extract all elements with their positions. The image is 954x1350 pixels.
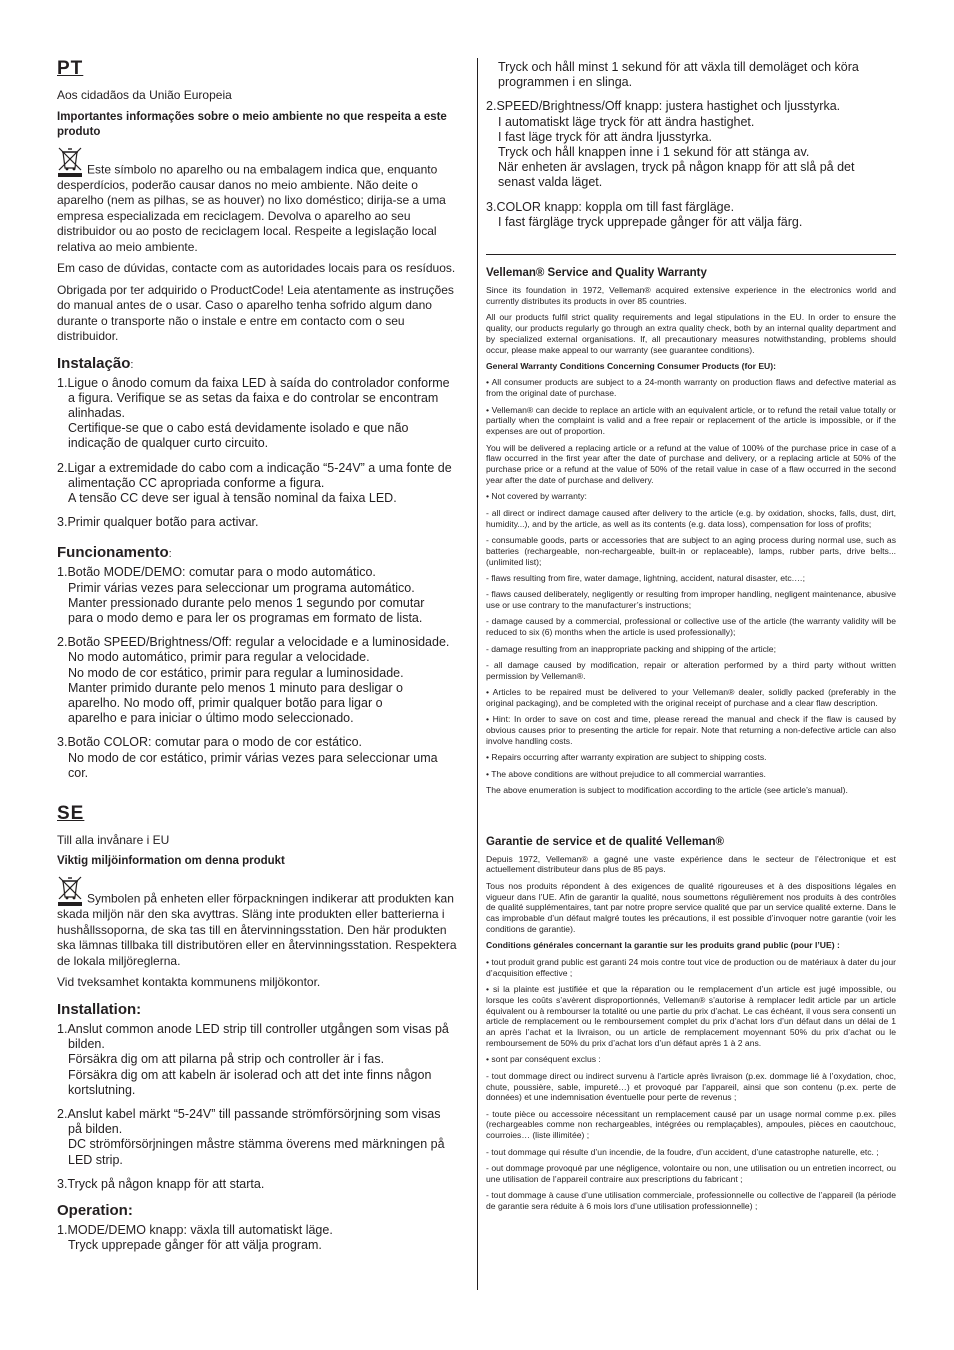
se-contact: Vid tveksamhet kontakta kommunens miljökontor.	[57, 975, 321, 990]
warranty-paragraph: • si la plainte est justifiée et que la réparation ou le remplacement d’un article est jugé impossible, ou lorsque les coûts s’avèrent disproportionnés, Velleman® s’autorise à remplacer ledit article par un article équivalent ou à rembourser la totalité ou une partie du prix d’achat. Le cas échéant, il vous sera consenti un article de remplacement ou le remboursement complet du prix d’achat lors d’un défaut dans un délai de 1 an après l’achat et la livraison, ou un article de remplacement moyennant 50% du prix d’achat ou le remboursement de 50% du prix d’achat lors d’un défaut après 1 à 2 ans.	[486, 983, 896, 1048]
step-item	[57, 1223, 465, 1253]
step-item	[486, 60, 896, 90]
se-weee-text: Symbolen på enheten eller förpackningen indikerar att produkten kan skada miljön när den ska avyttras. Släng inte produkten eller batterierna i hushållssoporna, de ska tas till en återvinningsstation. Den här produkten ska lämnas tillbaka till distributören eller en återvinningsstation. Respektera de lokala miljöreglerna.	[57, 891, 457, 968]
warranty-paragraph: • Repairs occurring after warranty expiration are subject to shipping costs.	[486, 752, 767, 763]
pt-install-heading: Instalação:	[57, 354, 134, 372]
step-item	[57, 376, 465, 452]
pt-weee-paragraph	[57, 146, 465, 256]
step-number: 3.	[57, 515, 68, 530]
step-line: Primir várias vezes para seleccionar um programa automático.	[68, 580, 415, 595]
warranty-paragraph: - tout dommage à cause d’une utilisation commerciale, professionnelle ou collective de l’appareil (la période de garantie sera réduite à 6 mois lors d’une utilisation professionnelle) ;	[486, 1190, 896, 1212]
step-item	[57, 1107, 465, 1168]
step-line: indicação de qualquer curto circuito.	[68, 436, 269, 451]
step-line: Ligar a extremidade do cabo com a indicação “5-24V” a uma fonte de	[67, 460, 452, 475]
step-line: Försäkra dig om att pilarna på strip och controller är i fas.	[68, 1052, 385, 1067]
step-line: Anslut kabel märkt “5-24V” till passande strömförsörjning som visas	[67, 1106, 441, 1121]
step-line: Tryck upprepade gånger för att välja program.	[68, 1238, 322, 1253]
warranty-fr-title: Garantie de service et de qualité Velleman®	[486, 835, 724, 848]
step-line: på bilden.	[68, 1122, 123, 1137]
step-line: a figura. Verifique se as setas da faixa e do controlar se encontram	[68, 390, 439, 405]
se-operation-steps	[57, 1223, 465, 1253]
se-operation-heading: Operation:	[57, 1202, 133, 1219]
warranty-paragraph: - tout dommage direct ou indirect survenu à l’article après livraison (p.ex. dommage lié à l’oxydation, choc, chute, poussière, sable, impureté…) et provoqué par l’appareil, ainsi que son contenu (p.ex. perte de données) et une indemnisation éventuelle pour perte de revenus ;	[486, 1070, 896, 1103]
warranty-paragraph: - consumable goods, parts or accessories that are subject to an aging process during normal use, such as batteries (rechargeable, non-rechargeable, built-in or replaceable), lamps, rubber parts, drive belts... (unlimited list);	[486, 534, 896, 567]
step-line: Tryck och håll knappen inne i 1 sekund för att stänga av.	[498, 145, 810, 160]
step-line: cor.	[68, 765, 89, 780]
warranty-paragraph: - flaws resulting from fire, water damage, lightning, accident, natural disaster, etc.…;	[486, 572, 806, 583]
warranty-paragraph: • Articles to be repaired must be delivered to your Velleman® dealer, solidly packed (preferably in the original packaging), and be completed with the original receipt of purchase and a clear flaw description.	[486, 687, 896, 709]
warranty-en-body	[486, 285, 896, 796]
step-number: 2.	[57, 460, 68, 475]
warranty-paragraph: • Not covered by warranty:	[486, 491, 587, 502]
step-line: aparelho. No modo off, primir qualquer botão para ligar o	[68, 695, 383, 710]
step-item	[57, 1177, 465, 1192]
step-line: Botão COLOR: comutar para o modo de cor estático.	[67, 735, 363, 750]
step-line: A tensão CC deve ser igual à tensão nominal da faixa LED.	[68, 490, 397, 505]
section-divider	[486, 254, 896, 255]
step-item	[57, 515, 465, 530]
warranty-paragraph: All our products fulfil strict quality requirements and legal stipulations in the EU. In order to ensure the quality, our products regularly go through an extra quality check, both by an internal quality department and by specialized external organisations. If, all precautionary measures notwithstanding, problems should occur, please make appeal to our warranty (see guarantee conditions).	[486, 312, 896, 355]
se-operation-continued	[486, 60, 896, 230]
se-install-steps	[57, 1022, 465, 1192]
step-line: Ligue o ânodo comum da faixa LED à saída do controlador conforme	[67, 375, 450, 390]
warranty-paragraph: - all damage caused by modification, repair or alteration performed by a third party without written permission by Velleman®.	[486, 660, 896, 681]
pt-citizens: Aos cidadãos da União Europeia	[57, 88, 232, 102]
warranty-paragraph: General Warranty Conditions Concerning Consumer Products (for EU):	[486, 361, 776, 371]
warranty-paragraph: - flaws caused deliberately, negligently or resulting from improper handling, negligent maintenance, abusive use or use contrary to the manufacturer’s instructions;	[486, 589, 896, 611]
step-line: Certifique-se que o cabo está devidamente isolado e que não	[68, 421, 409, 436]
warranty-paragraph: • All consumer products are subject to a 24-month warranty on production flaws and defective material as from the original date of purchase.	[486, 377, 896, 399]
warranty-paragraph: - damage caused by a commercial, professional or collective use of the article (the warranty validity will be reduced to six (6) months when the article is used professionally);	[486, 616, 896, 638]
step-line: Botão SPEED/Brightness/Off: regular a velocidade e a luminosidade.	[67, 635, 450, 650]
step-line: aparelho e para iniciar o último modo seleccionado.	[68, 711, 354, 726]
step-line: Tryck och håll minst 1 sekund för att växla till demoläget och köra	[498, 60, 859, 74]
step-item	[57, 461, 465, 507]
step-number: 3.	[57, 1176, 68, 1191]
step-line: Tryck på någon knapp för att starta.	[67, 1176, 265, 1191]
step-number: 3.	[486, 199, 497, 214]
pt-install-steps	[57, 376, 465, 531]
step-line: I fast färgläge tryck upprepade gånger för att välja färg.	[498, 214, 803, 229]
step-item	[57, 565, 465, 626]
pt-func-heading: Funcionamento:	[57, 544, 172, 562]
warranty-paragraph: • Velleman® can decide to replace an article with an equivalent article, or to refund the retail value totally or partially when the complaint is valid and a free repair or replacement of the article is impossible, or if the expenses are out of proportion.	[486, 404, 896, 437]
step-item	[57, 635, 465, 726]
step-line: När enheten är avslagen, tryck på någon knapp för att slå på det	[498, 160, 855, 175]
step-line: I fast läge tryck för att ändra ljusstyrka.	[498, 129, 712, 144]
step-number: 1.	[57, 565, 68, 580]
pt-weee-text: Este símbolo no aparelho ou na embalagem indica que, enquanto desperdícios, poderão causar danos no meio ambiente. Não deite o aparelho (nem as pilhas, se as houver) no lixo doméstico; dirija-se a uma empresa especializada em reciclagem. Devolva o aparelho ao seu distribuidor ou ao posto de reciclagem local. Respeite a legislação local relativa ao meio ambiente.	[57, 162, 446, 254]
warranty-paragraph: Since its foundation in 1972, Velleman® acquired extensive experience in the electronics world and currently distributes its products in over 85 countries.	[486, 285, 896, 306]
warranty-paragraph: - tout dommage qui résulte d’un incendie, de la foudre, d’un accident, d’une catastrophe naturelle, etc. ;	[486, 1146, 879, 1157]
step-line: alimentação CC apropriada conforme a figura.	[68, 475, 325, 490]
warranty-paragraph: - toute pièce ou accessoire nécessitant un remplacement causé par un usage normal comme p.ex. piles (rechargeables comme non rechargeables, intégrées ou remplaçables), ampoules, pièces en caoutchouc, courroies… (liste illimitée) ;	[486, 1108, 896, 1141]
section-se-heading: SE	[57, 802, 85, 824]
step-number: 3.	[57, 735, 68, 750]
warranty-paragraph: • tout produit grand public est garanti 24 mois contre tout vice de production ou de matériaux à dater du jour d’acquisition effective ;	[486, 956, 896, 978]
step-number: 1.	[57, 1223, 68, 1237]
warranty-paragraph: Conditions générales concernant la garantie sur les produits grand public (pour l’UE) :	[486, 940, 840, 951]
step-line: Försäkra dig om att kabeln är isolerad och att det inte finns någon	[68, 1067, 432, 1082]
step-item	[57, 735, 465, 781]
step-line: I automatiskt läge tryck för att ändra hastighet.	[498, 114, 755, 129]
step-line: alinhadas.	[68, 405, 125, 420]
left-column	[57, 58, 465, 1262]
step-number: 1.	[57, 1021, 68, 1036]
step-number: 2.	[486, 99, 497, 114]
step-line: para o modo demo e para ler os programas em formato de lista.	[68, 610, 423, 625]
pt-func-steps	[57, 565, 465, 781]
step-item	[486, 200, 896, 230]
step-line: SPEED/Brightness/Off knapp: justera hastighet och ljusstyrka.	[496, 99, 841, 114]
pt-important: Importantes informações sobre o meio ambiente no que respeita a este produto	[57, 110, 447, 138]
pt-doubts: Em caso de dúvidas, contacte com as autoridades locais para os resíduos.	[57, 261, 456, 275]
step-number: 2.	[57, 1106, 68, 1121]
step-line: No modo de cor estático, primir várias vezes para seleccionar uma	[68, 750, 438, 765]
warranty-paragraph: Depuis 1972, Velleman® a gagné une vaste expérience dans le secteur de l’électronique et est actuellement distributeur dans plus de 85 pays.	[486, 853, 896, 875]
step-line: Botão MODE/DEMO: comutar para o modo automático.	[67, 565, 376, 580]
step-item	[486, 99, 896, 190]
se-important: Viktig miljöinformation om denna produkt	[57, 855, 285, 868]
step-number: 2.	[57, 635, 68, 650]
step-line: DC strömförsörjningen måstre stämma överens med märkningen på	[68, 1137, 445, 1152]
step-line: LED strip.	[68, 1152, 123, 1167]
warranty-paragraph: • The above conditions are without prejudice to all commercial warranties.	[486, 768, 766, 779]
step-line: bilden.	[68, 1037, 105, 1052]
warranty-paragraph: The above enumeration is subject to modification according to the article (see article’s manual).	[486, 785, 848, 796]
step-line: senast valda läget.	[498, 175, 603, 190]
step-line: Anslut common anode LED strip till controller utgången som visas på	[67, 1021, 449, 1036]
right-column	[486, 60, 896, 1217]
step-line: COLOR knapp: koppla om till fast färgläge.	[496, 199, 735, 214]
step-number: 1.	[57, 375, 68, 390]
warranty-paragraph: Tous nos produits répondent à des exigences de qualité rigoureuses et à des dispositions légales en vigueur dans l’UE. Afin de garantir la qualité, nous soumettons régulièrement nos produits à des contrôles de qualité supplémentaires, tant par notre propre service qualité que par un service qualité externe. Dans le cas improbable d’un défaut malgré toutes les précautions, il est possible d’invoquer notre garantie (voir les conditions de garantie).	[486, 880, 896, 934]
step-line: Manter pressionado durante pelo menos 1 segundo por comutar	[68, 595, 425, 610]
se-weee-paragraph	[57, 875, 465, 969]
step-line: Manter primido durante pelo menos 1 minuto para desligar o	[68, 680, 403, 695]
warranty-paragraph: - damage resulting from an inappropriate packing and shipping of the article;	[486, 643, 776, 654]
se-install-heading: Installation:	[57, 1000, 142, 1018]
step-line: No modo automático, primir para regular a velocidade.	[68, 650, 370, 665]
step-line: kortslutning.	[68, 1082, 136, 1097]
warranty-fr-body	[486, 854, 896, 1212]
pt-thanks: Obrigada por ter adquirido o ProductCode! Leia atentamente as instruções do manual antes de o usar. Caso o aparelho tenha sofrido algum dano durante o transporte não o instale e entre em contacto com o seu distribuidor.	[57, 282, 454, 343]
section-pt-heading: PT	[57, 58, 84, 79]
warranty-paragraph: - all direct or indirect damage caused after delivery to the article (e.g. by oxidation, shocks, falls, dust, dirt, humidity...), and by the article, as well as its contents (e.g. data loss), compensation for loss of profits;	[486, 507, 896, 529]
column-divider	[477, 58, 478, 1290]
step-item	[57, 1022, 465, 1098]
step-line: programmen i en slinga.	[498, 75, 633, 90]
weee-bin-icon	[57, 146, 83, 178]
warranty-paragraph: - out dommage provoqué par une négligence, volontaire ou non, une utilisation ou un entretien incorrect, ou une utilisation de l’appareil contraire aux prescriptions du fabricant ;	[486, 1163, 896, 1184]
se-citizens: Till alla invånare i EU	[57, 832, 170, 847]
step-line: MODE/DEMO knapp: växla till automatiskt läge.	[67, 1223, 333, 1237]
warranty-paragraph: • Hint: In order to save on cost and time, please reread the manual and check if the flaw is caused by obvious causes prior to presenting the article for repair. Note that returning a non-defective article can also involve handling costs.	[486, 714, 896, 747]
warranty-en-title: Velleman® Service and Quality Warranty	[486, 267, 707, 280]
weee-bin-icon	[57, 875, 83, 907]
warranty-paragraph: • sont par conséquent exclus :	[486, 1054, 601, 1065]
step-line: Primir qualquer botão para activar.	[67, 515, 259, 530]
step-line: No modo de cor estático, primir para regular a luminosidade.	[68, 665, 404, 680]
warranty-paragraph: You will be delivered a replacing article or a refund at the value of 100% of the purchase price in case of a flaw occurred in the first year after the date of purchase and delivery, or a replacing article at 50% of the purchase price or a refund at the value of 50% of the retail value in case of a flaw occurred in the second year after the date of purchase and delivery.	[486, 442, 896, 485]
